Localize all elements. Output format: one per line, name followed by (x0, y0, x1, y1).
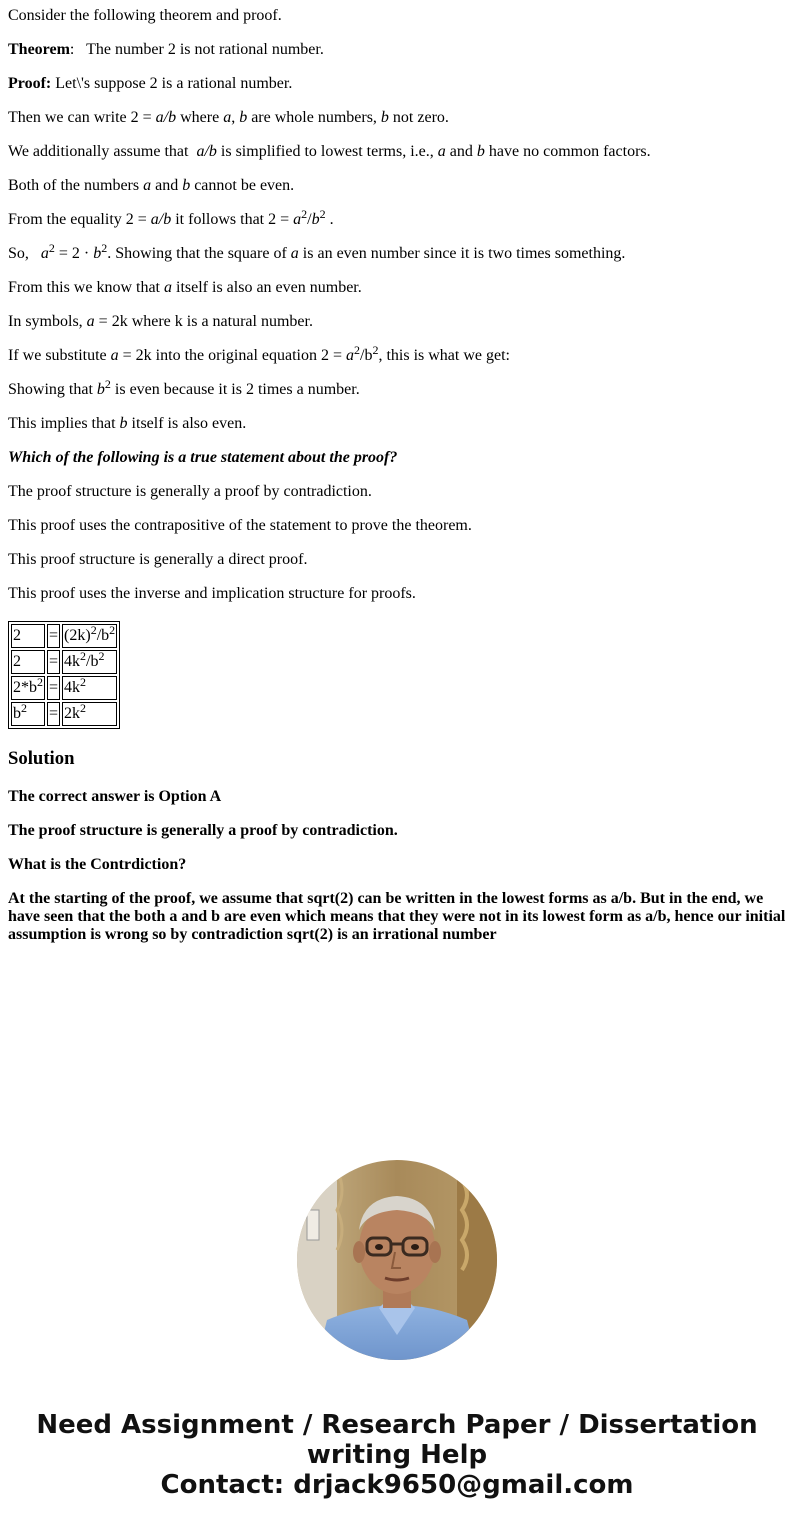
option-b: This proof uses the contrapositive of the statement to prove the theorem. (8, 517, 472, 534)
proof-line-9: Showing that $b^2$ is even because it is 2 times a number. (8, 377, 360, 398)
proof-label: Proof: (8, 75, 52, 92)
equation-rhs: $4k^2$ (62, 676, 117, 700)
equation-row (11, 650, 117, 674)
equation-operator: = (47, 702, 60, 726)
theorem-text: The number 2 is not rational number. (86, 41, 324, 58)
equation-lhs: $b^2$ (11, 702, 45, 726)
proof-line-2: We additionally assume that a/b is simplified to lowest terms, i.e., a and b have no common factors. (8, 143, 651, 160)
equation-table (8, 621, 120, 729)
footer-banner (0, 1410, 794, 1500)
equation-row (11, 676, 117, 700)
footer-contact: Contact: drjack9650@gmail.com (160, 1470, 634, 1500)
equation-row (11, 702, 117, 726)
footer-line-1: Need Assignment / Research Paper / Dissertation (36, 1410, 758, 1440)
solution-answer-text: The proof structure is generally a proof by contradiction. (8, 822, 398, 839)
footer-line-2: writing Help (306, 1440, 488, 1470)
solution-subheading: What is the Contrdiction? (8, 856, 187, 873)
intro-text: Consider the following theorem and proof. (8, 7, 282, 24)
theorem-label: Theorem (8, 41, 70, 58)
proof-line-10: This implies that b itself is also even. (8, 415, 247, 432)
proof-line-6: From this we know that a itself is also an even number. (8, 279, 362, 296)
solution-section (8, 748, 786, 944)
solution-heading: Solution (8, 748, 75, 769)
solution-answer: The correct answer is Option A (8, 788, 222, 805)
theorem-statement: Theorem: The number 2 is not rational number. (8, 41, 324, 58)
question-text: Which of the following is a true statement about the proof? (8, 449, 398, 466)
proof-line-3: Both of the numbers a and b cannot be even. (8, 177, 295, 194)
proof-line-1: Then we can write 2 = a/b where a, b are whole numbers, b not zero. (8, 109, 449, 126)
option-c: This proof structure is generally a direct proof. (8, 551, 308, 568)
solution-explanation: At the starting of the proof, we assume that sqrt(2) can be written in the lowest forms as a/b. But in the end, we have seen that the both a and b are even which means that they were not in its lowest form as a/b, hence our initial assumption is wrong so by contradiction sqrt(2) is an irrational number (8, 890, 786, 943)
proof-line-8: If we substitute a = 2k into the original equation $2 = a^2/b^2$, this is what we get: (8, 343, 510, 364)
proof-line-5: So, $a^2 = 2 \cdot b^2$. Showing that the square of a is an even number since it is two times something. (8, 241, 626, 262)
option-a: The proof structure is generally a proof by contradiction. (8, 483, 372, 500)
equation-operator: = (47, 624, 60, 648)
equation-lhs: 2 (11, 624, 45, 648)
proof-start: Proof: Let\'s suppose 2 is a rational number. (8, 75, 293, 92)
equation-lhs: $2*b^2$ (11, 676, 45, 700)
equation-operator: = (47, 676, 60, 700)
equation-rhs: $(2k)^2/b^2$ (62, 624, 117, 648)
equation-rhs: $4k^2/b^2$ (62, 650, 117, 674)
proof-line-4: From the equality 2 = a/b it follows that $2 = a^2/b^2$ . (8, 207, 334, 228)
equation-row (11, 624, 117, 648)
equation-rhs: $2k^2$ (62, 702, 117, 726)
author-portrait-image (297, 1160, 497, 1360)
document-body (0, 7, 794, 944)
proof-line-7: In symbols, a = 2k where k is a natural number. (8, 313, 313, 330)
author-avatar (297, 1160, 497, 1360)
equation-operator: = (47, 650, 60, 674)
option-d: This proof uses the inverse and implication structure for proofs. (8, 585, 416, 602)
equation-lhs: 2 (11, 650, 45, 674)
